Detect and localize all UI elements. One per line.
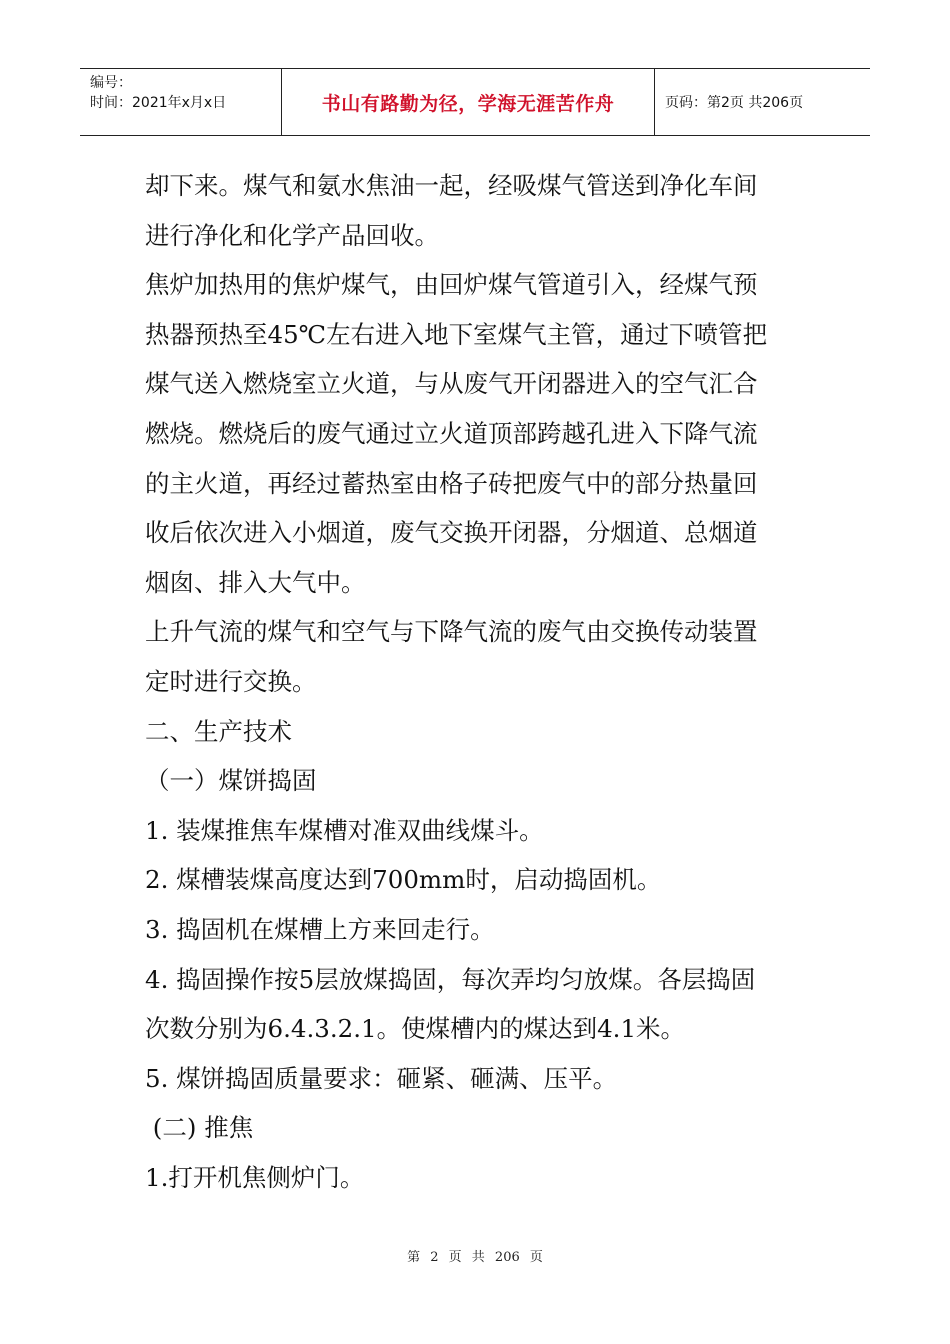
- page-header: [80, 68, 870, 136]
- page-footer: 第 2 页 共 206 页: [407, 1250, 543, 1265]
- body-line: 上升气流的煤气和空气与下降气流的废气由交换传动装置: [145, 617, 758, 647]
- body-line: 却下来。煤气和氨水焦油一起，经吸煤气管送到净化车间: [145, 171, 758, 200]
- subsection-heading: （一）煤饼捣固: [145, 766, 317, 796]
- header-meta: [80, 69, 281, 135]
- header-motto: 书山有路勤为径，学海无涯苦作舟: [281, 69, 655, 135]
- body-line: 燃烧。燃烧后的废气通过立火道顶部跨越孔进入下降气流: [145, 418, 758, 448]
- body-line: 焦炉加热用的焦炉煤气，由回炉煤气管道引入，经煤气预: [145, 270, 758, 300]
- list-item: 2. 煤槽装煤高度达到700mm时，启动捣固机。: [145, 865, 662, 895]
- list-item: 5. 煤饼捣固质量要求：砸紧、砸满、压平。: [145, 1063, 618, 1093]
- subsection-heading: (二) 推焦: [145, 1113, 254, 1143]
- body-line: 次数分别为6.4.3.2.1。使煤槽内的煤达到4.1米。: [145, 1014, 686, 1044]
- header-page-info: 页码：第2页 共206页: [665, 95, 804, 111]
- document-body: [145, 161, 815, 1202]
- body-line: 热器预热至45℃左右进入地下室煤气主管，通过下喷管把: [145, 319, 768, 349]
- list-item: 1. 装煤推焦车煤槽对准双曲线煤斗。: [145, 815, 544, 845]
- document-date: 时间：2021年x月x日: [90, 95, 227, 111]
- list-item: 4. 捣固操作按5层放煤捣固，每次弄均匀放煤。各层捣固: [145, 964, 756, 994]
- body-line: 进行净化和化学产品回收。: [145, 220, 439, 250]
- list-item: 1.打开机焦侧炉门。: [145, 1162, 365, 1192]
- body-line: 定时进行交换。: [145, 666, 317, 696]
- body-line: 收后依次进入小烟道，废气交换开闭器，分烟道、总烟道: [145, 518, 758, 548]
- body-line: 煤气送入燃烧室立火道，与从废气开闭器进入的空气汇合: [145, 369, 758, 399]
- body-line: 的主火道，再经过蓄热室由格子砖把废气中的部分热量回: [145, 468, 758, 498]
- body-line: 烟囱、排入大气中。: [145, 567, 366, 597]
- document-number-label: 编号：: [90, 75, 132, 91]
- section-heading: 二、生产技术: [145, 716, 292, 746]
- list-item: 3. 捣固机在煤槽上方来回走行。: [145, 914, 495, 944]
